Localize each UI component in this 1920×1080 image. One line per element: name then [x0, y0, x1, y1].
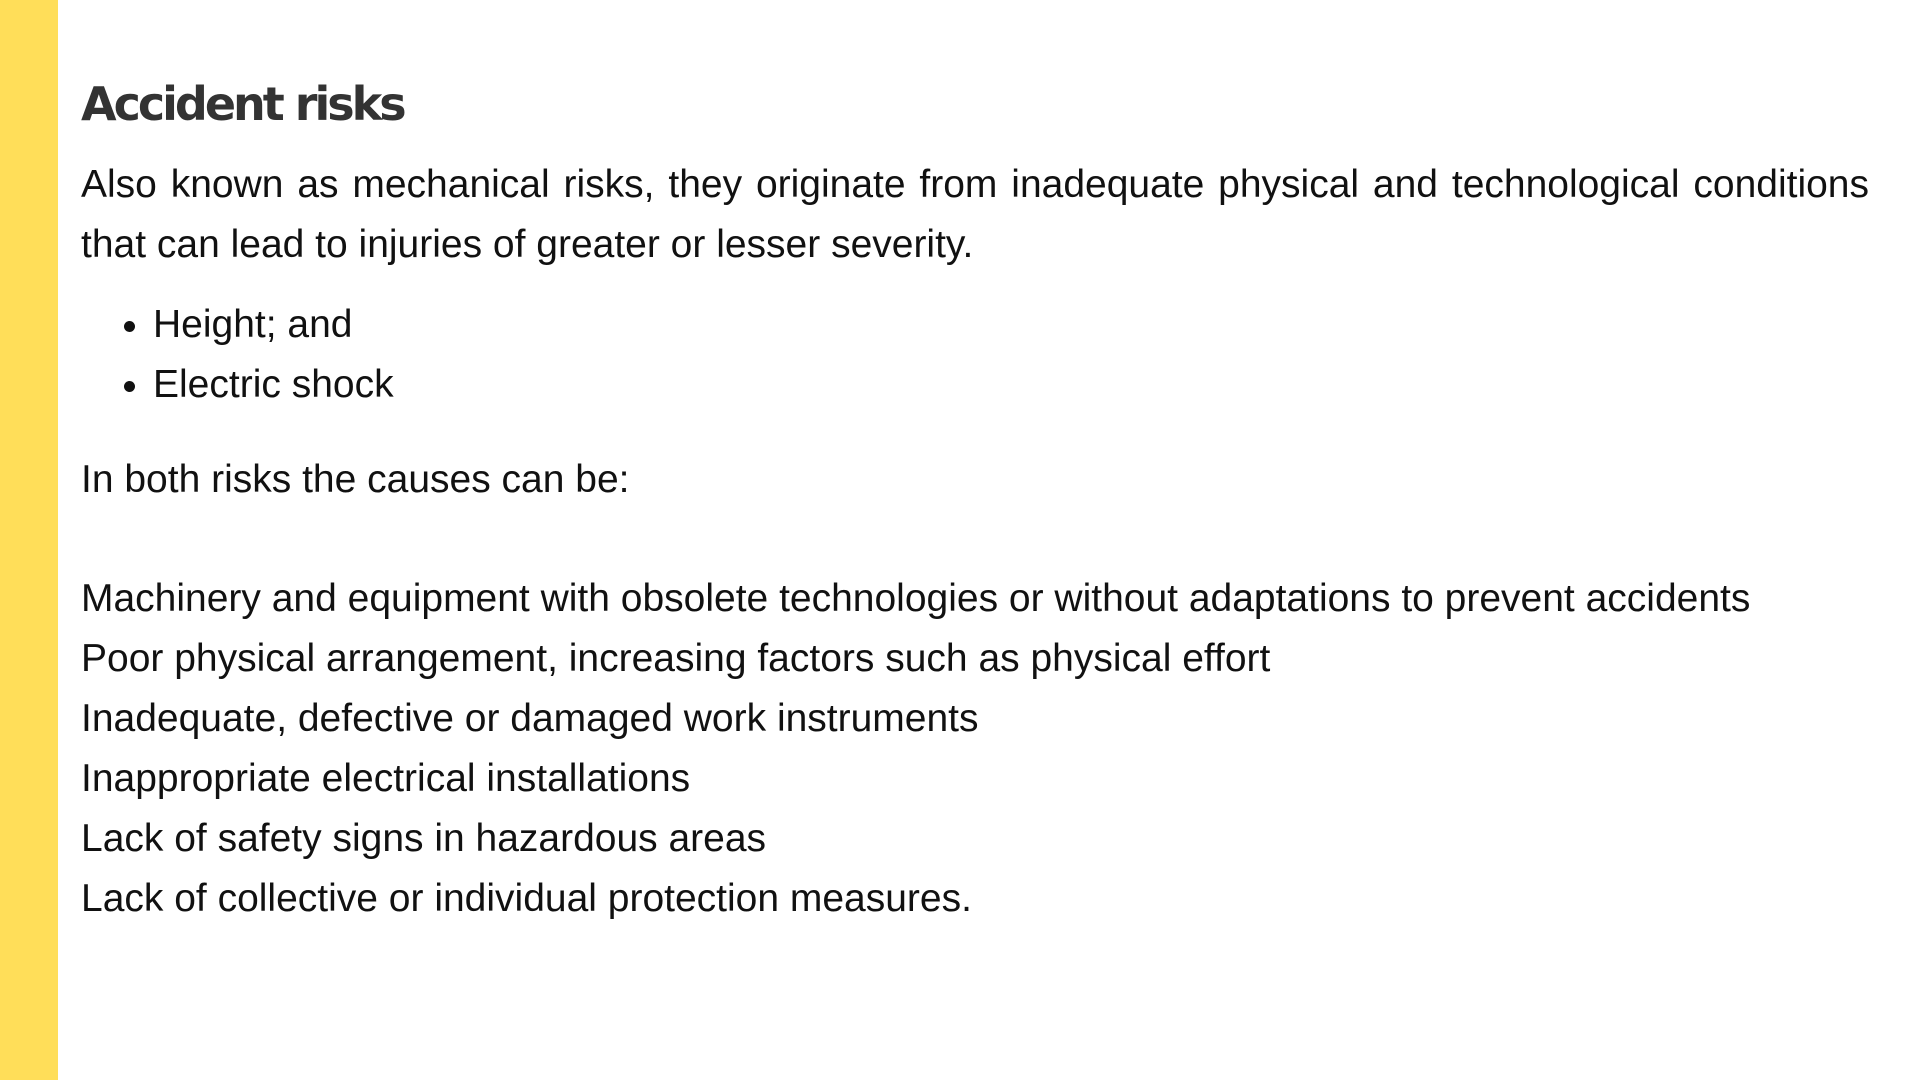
list-item: • Height; and	[153, 295, 1869, 355]
list-item: • Electric shock	[153, 355, 1869, 415]
cause-item: Inappropriate electrical installations	[81, 757, 691, 800]
cause-item: Machinery and equipment with obsolete technologies or without adaptations to prevent accidents	[81, 577, 1751, 620]
cause-item: Inadequate, defective or damaged work instruments	[81, 697, 979, 740]
cause-item: Poor physical arrangement, increasing factors such as physical effort	[81, 637, 1271, 680]
slide-content	[81, 76, 1869, 929]
intro-paragraph: Also known as mechanical risks, they originate from inadequate physical and technological conditions that can lead to injuries of greater or lesser severity.	[81, 163, 1869, 266]
cause-item: Lack of collective or individual protection measures.	[81, 877, 972, 920]
cause-item: Lack of safety signs in hazardous areas	[81, 817, 767, 860]
risk-type-list	[81, 295, 1869, 415]
accent-bar	[0, 0, 58, 1080]
slide-title: Accident risks	[81, 77, 404, 131]
causes-lead-text: In both risks the causes can be:	[81, 458, 630, 501]
causes-list	[81, 569, 1869, 929]
